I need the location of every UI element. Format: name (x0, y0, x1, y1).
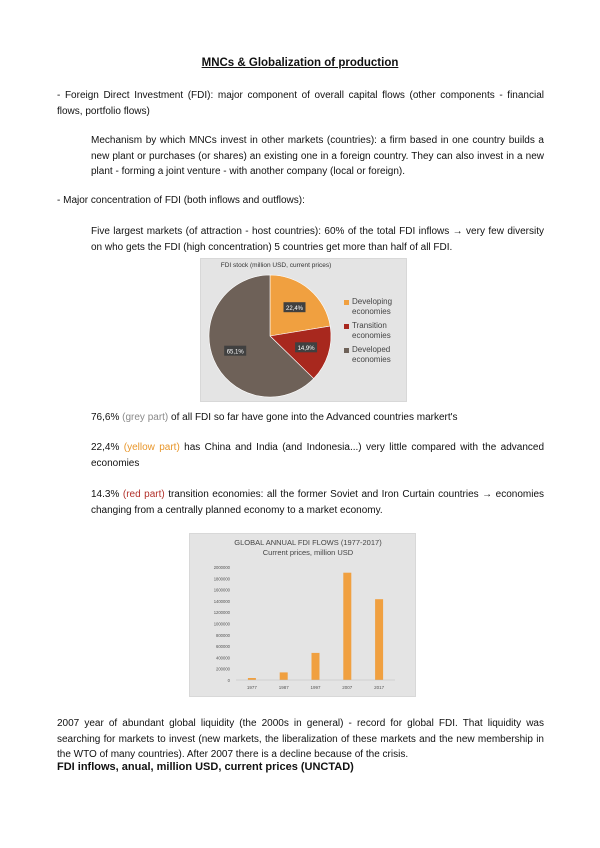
y-tick-label: 1200000 (213, 610, 230, 616)
paragraph-fdi-definition: - Foreign Direct Investment (FDI): major component of overall capital flows (other components - financial flows, portfolio flows) (57, 90, 544, 117)
y-tick-label: 200000 (216, 666, 230, 672)
y-tick-label: 600000 (216, 644, 230, 650)
y-tick-label: 1600000 (213, 587, 230, 593)
paragraph-concentration: - Major concentration of FDI (both inflows and outflows): (57, 195, 305, 206)
bar-1997 (312, 653, 320, 680)
paragraph-grey-part (91, 410, 544, 426)
y-tick-label: 800000 (216, 632, 230, 638)
legend-label-developing: Developing economies (352, 297, 393, 316)
y-tick-label: 400000 (216, 655, 230, 661)
bar-2007 (343, 573, 351, 680)
pie-label-text-developed: 65,1% (226, 349, 244, 356)
bar-chart-svg (190, 534, 415, 696)
pct-developed: 76,6% (91, 412, 120, 423)
legend-label-transition: Transition economies (352, 321, 391, 340)
legend-swatch-transition (344, 324, 349, 329)
pie-label-transition (295, 342, 317, 352)
pie-chart-title: FDI stock (million USD, current prices) (220, 262, 332, 269)
paragraph-mechanism: Mechanism by which MNCs invest in other markets (countries): a firm based in one country builds a new plant or purchases (or shares) an existing one in a foreign country. They can also invest in a new plant - forming a joint venture - with another company (local or foreign). (91, 135, 544, 177)
legend-label-developed: Developed economies (352, 345, 391, 364)
colour-note-grey: (grey part) (122, 412, 169, 423)
paragraph-2007-liquidity: 2007 year of abundant global liquidity (the 2000s in general) - record for global FDI. That liquidity was searching for markets to invest (new markets, the liberalization of these markets and the new membership in the WTO of many countries). After 2007 there is a decline because of the crisis. (57, 718, 544, 760)
legend-developed (344, 345, 417, 364)
text-developing: has China and India (and Indonesia...) very little compared with the advanced economies (91, 442, 545, 469)
bar-1987 (280, 672, 288, 680)
x-tick-label: 2017 (374, 685, 385, 690)
y-tick-label: 1000000 (213, 621, 230, 627)
y-tick-label: 2000000 (213, 565, 230, 570)
pct-developing: 22,4% (91, 442, 120, 453)
x-tick-label: 2007 (342, 685, 353, 690)
y-tick-label: 1400000 (213, 598, 230, 604)
pie-label-developed (224, 346, 246, 356)
bar-chart-fdi-flows (189, 533, 416, 697)
legend-swatch-developed (344, 348, 349, 353)
bar-chart-subtitle: Current prices, million USD (262, 548, 354, 557)
page-title: MNCs & Globalization of production (201, 57, 399, 69)
pie-chart-fdi-stock (200, 258, 407, 402)
section-heading-fdi-inflows: FDI inflows, anual, million USD, current prices (UNCTAD) (57, 761, 354, 773)
x-tick-label: 1977 (246, 685, 257, 690)
x-tick-label: 1997 (310, 685, 321, 690)
legend-developing (344, 297, 417, 316)
text-developed: of all FDI so far have gone into the Advanced countries markert's (171, 412, 458, 423)
colour-note-yellow: (yellow part) (123, 442, 180, 453)
legend-swatch-developing (344, 300, 349, 305)
pie-label-text-developing: 22,4% (285, 306, 304, 312)
y-tick-label: 0 (227, 678, 230, 683)
x-tick-label: 1987 (278, 685, 289, 690)
paragraph-red-part (91, 487, 544, 518)
y-tick-label: 1800000 (213, 576, 230, 582)
colour-note-red: (red part) (122, 489, 165, 500)
pct-transition: 14.3% (91, 489, 120, 500)
pie-label-developing (284, 302, 306, 312)
text-transition: transition economies: all the former Soviet and Iron Curtain countries → economies changing from a centrally planned economy to a market economy. (91, 489, 545, 516)
bar-chart-title: GLOBAL ANNUAL FDI FLOWS (1977-2017) (234, 538, 382, 547)
pie-label-text-transition: 14,9% (297, 346, 315, 353)
legend-transition (344, 321, 417, 340)
paragraph-five-markets: Five largest markets (of attraction - host countries): 60% of the total FDI inflows → very few diversity on who gets the FDI (high concentration) 5 countries get more than half of all FDI. (91, 226, 544, 253)
bar-2017 (375, 599, 383, 680)
paragraph-yellow-part (91, 440, 544, 471)
